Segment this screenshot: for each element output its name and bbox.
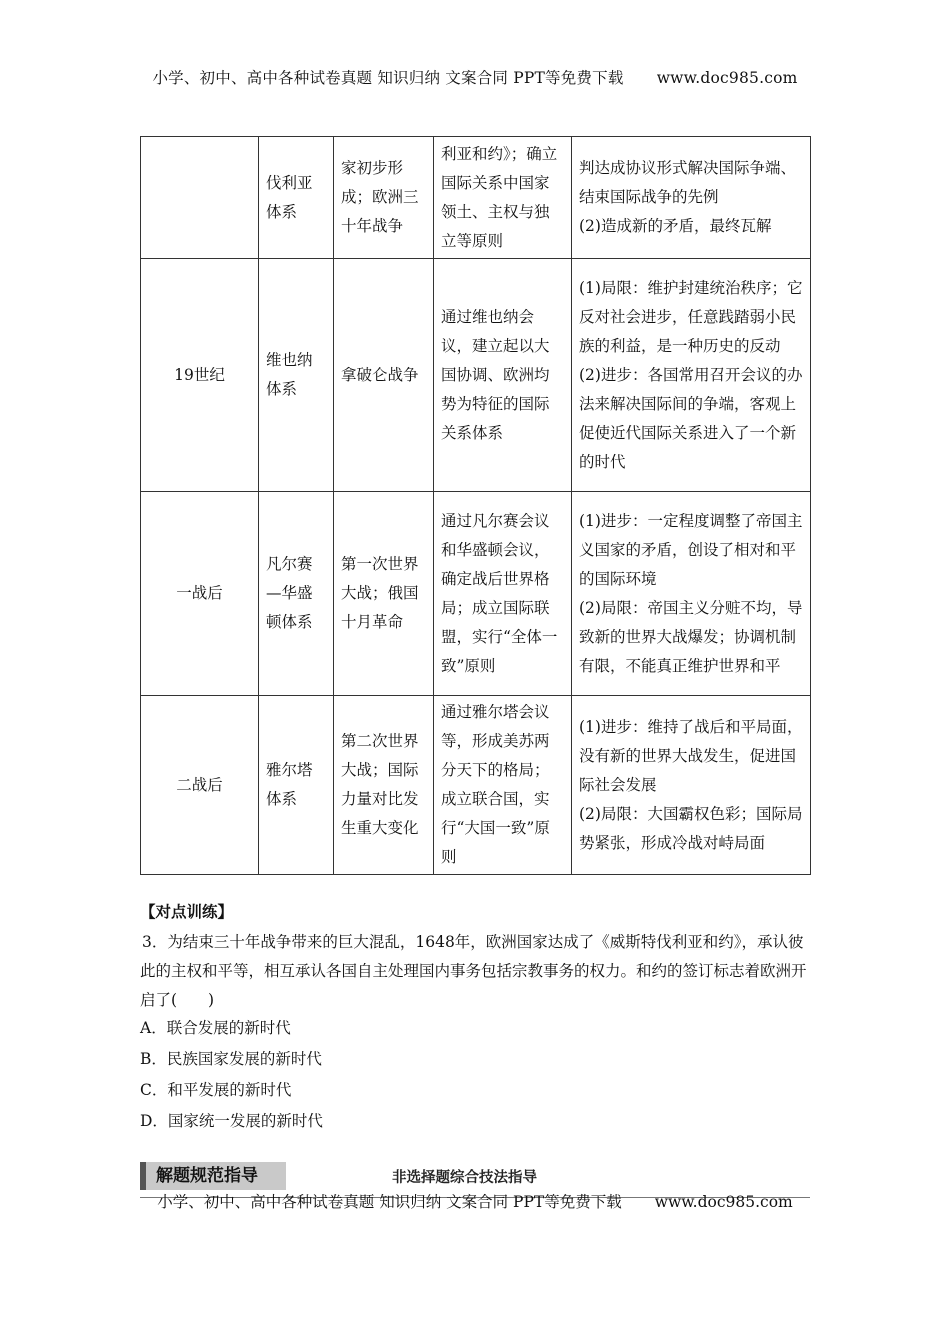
section-banner xyxy=(140,1162,286,1190)
question-3 xyxy=(140,928,812,1015)
section-subtitle: 非选择题综合技法指导 xyxy=(392,1170,537,1186)
era-cell xyxy=(141,137,259,259)
evaluation-cell: 判达成协议形式解决国际争端、结束国际战争的先例 (2)造成新的矛盾，最终瓦解 xyxy=(572,137,811,259)
page-header xyxy=(0,66,950,88)
international-systems-table xyxy=(140,136,811,875)
option-a[interactable]: A．联合发展的新时代 xyxy=(140,1019,291,1037)
table-row xyxy=(141,259,811,492)
background-cell: 家初步形成；欧洲三十年战争 xyxy=(334,137,434,259)
system-cell: 维也纳体系 xyxy=(259,259,334,492)
evaluation-cell: (1)局限：维护封建统治秩序；它反对社会进步，任意践踏弱小民族的利益，是一种历史的反动 (2)进步：各国常用召开会议的办法来解决国际间的争端，客观上促使近代国际关系进入了一个新的时代 xyxy=(572,259,811,492)
exercise-label: 【对点训练】 xyxy=(140,902,234,921)
system-cell: 凡尔赛—华盛顿体系 xyxy=(259,492,334,696)
formation-cell: 通过维也纳会议，建立起以大国协调、欧洲均势为特征的国际关系体系 xyxy=(434,259,572,492)
background-cell: 第二次世界大战；国际力量对比发生重大变化 xyxy=(334,696,434,875)
header-text: 小学、初中、高中各种试卷真题 知识归纳 文案合同 PPT等免费下载 xyxy=(152,69,624,87)
evaluation-cell: (1)进步：一定程度调整了帝国主义国家的矛盾，创设了相对和平的国际环境 (2)局限：帝国主义分赃不均，导致新的世界大战爆发；协调机制有限，不能真正维护世界和平 xyxy=(572,492,811,696)
footer-site: www.doc985.com xyxy=(654,1193,793,1211)
page-footer xyxy=(0,1190,950,1212)
background-cell: 拿破仑战争 xyxy=(334,259,434,492)
option-d[interactable]: D．国家统一发展的新时代 xyxy=(140,1112,323,1130)
footer-text: 小学、初中、高中各种试卷真题 知识归纳 文案合同 PPT等免费下载 xyxy=(157,1193,622,1211)
option-b[interactable]: B．民族国家发展的新时代 xyxy=(140,1050,322,1068)
table-row xyxy=(141,492,811,696)
era-cell: 二战后 xyxy=(141,696,259,875)
question-stem: 3．为结束三十年战争带来的巨大混乱，1648年，欧洲国家达成了《威斯特伐利亚和约》，承认彼此的主权和平等，相互承认各国自主处理国内事务包括宗教事务的权力。和约的签订标志着欧洲开启了( ) xyxy=(140,933,807,1009)
era-cell: 一战后 xyxy=(141,492,259,696)
formation-cell: 通过凡尔赛会议和华盛顿会议，确定战后世界格局；成立国际联盟，实行“全体一致”原则 xyxy=(434,492,572,696)
header-site: www.doc985.com xyxy=(656,69,798,87)
option-c[interactable]: C．和平发展的新时代 xyxy=(140,1081,292,1099)
answer-options xyxy=(140,1013,323,1137)
section-banner-title: 解题规范指导 xyxy=(156,1166,258,1186)
formation-cell: 通过雅尔塔会议等，形成美苏两分天下的格局；成立联合国，实行“大国一致”原则 xyxy=(434,696,572,875)
system-cell: 伐利亚体系 xyxy=(259,137,334,259)
table-row xyxy=(141,137,811,259)
background-cell: 第一次世界大战；俄国十月革命 xyxy=(334,492,434,696)
evaluation-cell: (1)进步：维持了战后和平局面，没有新的世界大战发生，促进国际社会发展 (2)局限：大国霸权色彩；国际局势紧张，形成冷战对峙局面 xyxy=(572,696,811,875)
formation-cell: 利亚和约》；确立国际关系中国家领土、主权与独立等原则 xyxy=(434,137,572,259)
era-cell: 19世纪 xyxy=(141,259,259,492)
table-row xyxy=(141,696,811,875)
system-cell: 雅尔塔体系 xyxy=(259,696,334,875)
